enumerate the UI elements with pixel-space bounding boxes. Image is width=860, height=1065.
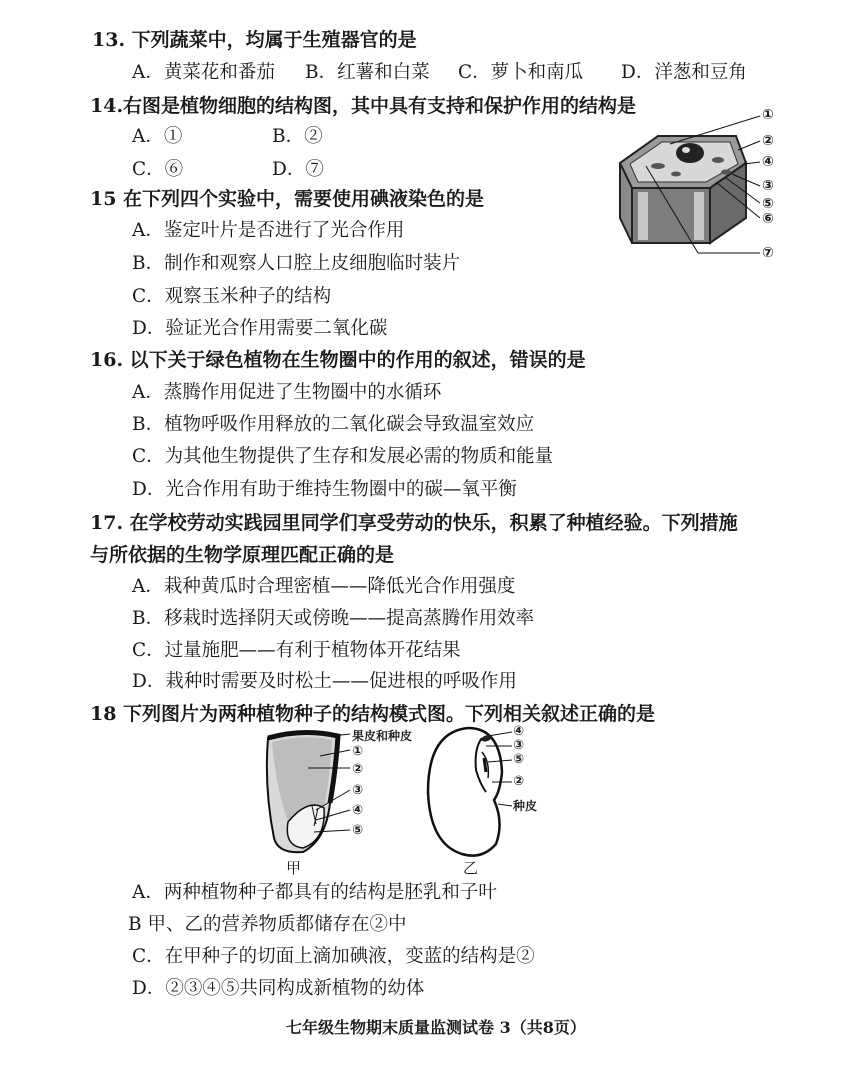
question-18-option-d: D．②③④⑤共同构成新植物的幼体 bbox=[132, 978, 425, 999]
seed-yi-caption: 乙 bbox=[463, 859, 479, 877]
question-16-option-d: D．光合作用有助于维持生物圈中的碳—氧平衡 bbox=[132, 479, 517, 500]
question-17-stem-line2: 与所依据的生物学原理匹配正确的是 bbox=[90, 544, 395, 566]
seed-yi-label-3: ③ bbox=[513, 738, 525, 753]
cell-label-6: ⑥ bbox=[762, 211, 774, 227]
question-17-option-b: B．移栽时选择阴天或傍晚——提高蒸腾作用效率 bbox=[132, 608, 535, 629]
question-16-stem: 16. 以下关于绿色植物在生物圈中的作用的叙述，错误的是 bbox=[90, 349, 586, 371]
question-13-option-a: A．黄菜花和番茄 bbox=[132, 62, 275, 83]
cell-label-5: ⑤ bbox=[762, 196, 774, 212]
question-18-option-c: C．在甲种子的切面上滴加碘液，变蓝的结构是② bbox=[132, 946, 535, 967]
question-15-option-c: C．观察玉米种子的结构 bbox=[132, 286, 332, 307]
question-18-option-a: A．两种植物种子都具有的结构是胚乳和子叶 bbox=[132, 882, 497, 903]
question-17-option-d: D．栽种时需要及时松土——促进根的呼吸作用 bbox=[132, 671, 517, 692]
seed-yi-label-5: ⑤ bbox=[513, 752, 525, 767]
seed-jia-label-5: ⑤ bbox=[352, 823, 364, 838]
seed-jia-caption: 甲 bbox=[286, 859, 302, 877]
question-14-option-d: D．⑦ bbox=[272, 159, 324, 180]
question-14-option-a: A．① bbox=[132, 126, 183, 147]
cell-label-2: ② bbox=[762, 133, 774, 149]
seed-jia-label-4: ④ bbox=[352, 803, 364, 818]
cell-label-4: ④ bbox=[762, 154, 774, 170]
seed-jia-label-1: ① bbox=[352, 744, 364, 759]
question-18-stem: 18 下列图片为两种植物种子的结构模式图。下列相关叙述正确的是 bbox=[90, 703, 656, 725]
question-14-stem: 14.右图是植物细胞的结构图，其中具有支持和保护作用的结构是 bbox=[90, 95, 637, 117]
seed-yi-label-seed-coat: 种皮 bbox=[513, 799, 538, 813]
question-17-option-c: C．过量施肥——有利于植物体开花结果 bbox=[132, 640, 461, 661]
question-16-option-c: C．为其他生物提供了生存和发展必需的物质和能量 bbox=[132, 446, 554, 467]
question-16-option-b: B．植物呼吸作用释放的二氧化碳会导致温室效应 bbox=[132, 414, 535, 435]
question-18-option-b: B 甲、乙的营养物质都储存在②中 bbox=[128, 914, 407, 935]
seed-jia-label-pericarp: 果皮和种皮 bbox=[352, 729, 413, 743]
seed-jia-label-3: ③ bbox=[352, 783, 364, 798]
question-13-option-d: D．洋葱和豆角 bbox=[621, 62, 747, 83]
question-13-option-c: C．萝卜和南瓜 bbox=[458, 62, 584, 83]
question-16-option-a: A．蒸腾作用促进了生物圈中的水循环 bbox=[132, 382, 442, 403]
question-15-option-b: B．制作和观察人口腔上皮细胞临时装片 bbox=[132, 253, 461, 274]
question-17-stem-line1: 17. 在学校劳动实践园里同学们享受劳动的快乐，积累了种植经验。下列措施 bbox=[90, 512, 738, 534]
question-14-option-c: C．⑥ bbox=[132, 159, 184, 180]
question-13-option-b: B．红薯和白菜 bbox=[305, 62, 430, 83]
cell-label-7: ⑦ bbox=[762, 245, 774, 261]
question-13-stem: 13. 下列蔬菜中，均属于生殖器官的是 bbox=[92, 29, 417, 51]
seed-jia-label-2: ② bbox=[352, 762, 364, 777]
question-15-option-d: D．验证光合作用需要二氧化碳 bbox=[132, 318, 388, 339]
cell-label-1: ① bbox=[762, 107, 774, 123]
question-15-stem: 15 在下列四个实验中，需要使用碘液染色的是 bbox=[90, 188, 485, 210]
plant-cell-figure bbox=[598, 108, 788, 263]
seed-yi-label-4: ④ bbox=[513, 724, 525, 739]
question-15-option-a: A．鉴定叶片是否进行了光合作用 bbox=[132, 220, 405, 241]
question-14-option-b: B．② bbox=[272, 126, 323, 147]
cell-label-3: ③ bbox=[762, 178, 774, 194]
question-17-option-a: A．栽种黄瓜时合理密植——降低光合作用强度 bbox=[132, 576, 516, 597]
seed-yi-label-2: ② bbox=[513, 774, 525, 789]
page-footer: 七年级生物期末质量监测试卷 3（共8页） bbox=[286, 1018, 586, 1037]
